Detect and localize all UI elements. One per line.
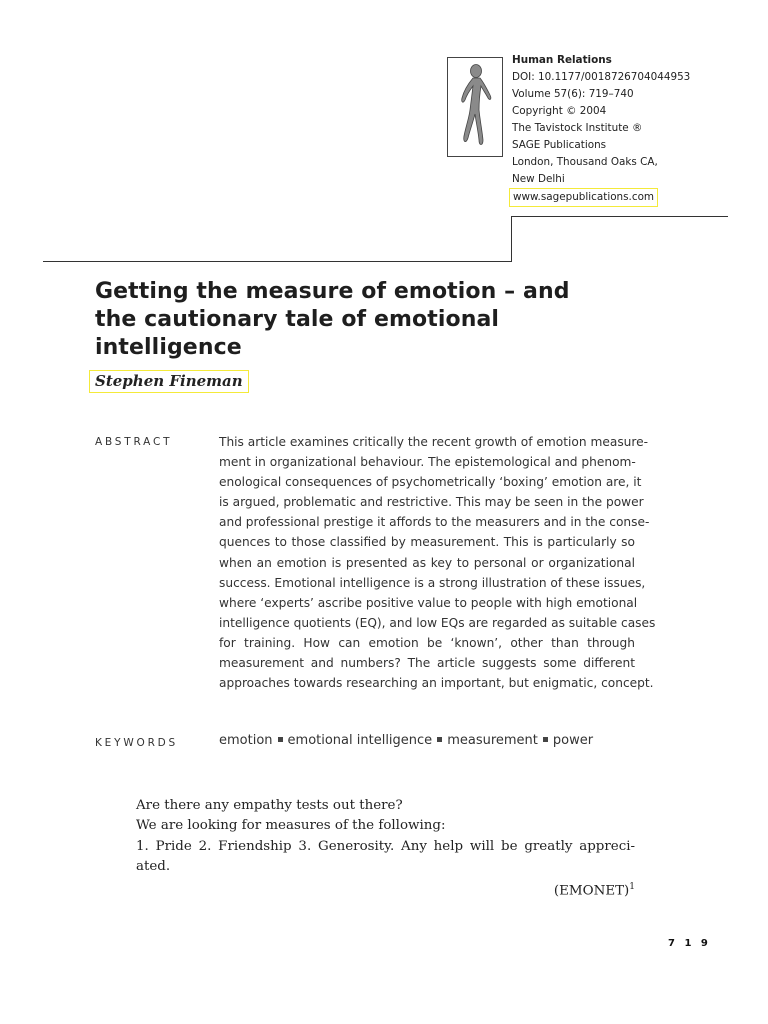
keyword: measurement	[447, 733, 538, 748]
journal-copyright: Copyright © 2004	[512, 105, 607, 117]
abstract-line: success. Emotional intelligence is a strong illustration of these issues,	[219, 575, 646, 590]
abstract-line: for training. How can emotion be ‘known’, other than through	[219, 635, 635, 650]
publisher-url-link[interactable]: www.sagepublications.com	[509, 188, 658, 207]
journal-volume: Volume 57(6): 719–740	[512, 88, 634, 100]
article-title	[95, 278, 655, 362]
epigraph-source-text: (EMONET)	[553, 883, 630, 899]
abstract-line: where ‘experts’ ascribe positive value to people with high emotional	[219, 595, 638, 610]
journal-institute: The Tavistock Institute ®	[512, 122, 643, 134]
journal-name: Human Relations	[512, 54, 612, 66]
abstract-line: measurement and numbers? The article suggests some different	[219, 656, 635, 671]
abstract-line: ment in organizational behaviour. The epistemological and phenom-	[219, 455, 636, 470]
epigraph-source	[136, 877, 635, 902]
page-number: 7 1 9	[668, 938, 711, 949]
footnote-marker[interactable]: 1	[629, 882, 635, 893]
bullet-icon	[278, 737, 283, 742]
journal-location-2: New Delhi	[512, 173, 565, 185]
journal-location-1: London, Thousand Oaks CA,	[512, 156, 658, 168]
title-line: intelligence	[95, 335, 242, 360]
journal-publisher: SAGE Publications	[512, 139, 607, 151]
journal-doi: DOI: 10.1177/0018726704044953	[512, 71, 691, 83]
journal-logo	[447, 57, 503, 157]
author-name[interactable]: Stephen Fineman	[89, 370, 249, 393]
epigraph-line: ated.	[136, 858, 171, 874]
header-rule-right	[511, 216, 728, 217]
epigraph-line: Are there any empathy tests out there?	[136, 798, 403, 813]
keyword: emotion	[219, 733, 273, 748]
abstract-text	[219, 432, 656, 693]
abstract-line: when an emotion is presented as key to personal or organizational	[219, 555, 635, 570]
bullet-icon	[437, 737, 442, 742]
epigraph-line: 1. Pride 2. Friendship 3. Generosity. Any help will be greatly appreci-	[136, 838, 635, 854]
abstract-line: approaches towards researching an important, but enigmatic, concept.	[219, 676, 654, 691]
header-rule-vertical	[511, 216, 512, 262]
header-rule-main	[43, 261, 512, 262]
keyword: power	[552, 733, 594, 748]
abstract-line: enological consequences of psychometrically ‘boxing’ emotion are, it	[219, 475, 642, 490]
title-line: the cautionary tale of emotional	[95, 307, 500, 332]
abstract-line: quences to those classified by measurement. This is particularly so	[219, 535, 635, 550]
journal-info	[512, 52, 722, 207]
title-line: Getting the measure of emotion – and	[95, 279, 570, 304]
abstract-line: is argued, problematic and restrictive. This may be seen in the power	[219, 495, 644, 510]
abstract-label: ABSTRACT	[95, 436, 173, 448]
abstract-line: This article examines critically the recent growth of emotion measure-	[219, 435, 649, 449]
bullet-icon	[543, 737, 548, 742]
abstract-line: and professional prestige it affords to the measurers and in the conse-	[219, 515, 650, 530]
walking-figure-icon	[448, 58, 502, 156]
keyword: emotional intelligence	[287, 733, 433, 748]
keywords-label: KEYWORDS	[95, 737, 179, 749]
epigraph	[136, 796, 635, 902]
keywords-list	[219, 733, 593, 748]
epigraph-line: We are looking for measures of the following:	[136, 818, 446, 834]
abstract-line: intelligence quotients (EQ), and low EQs are regarded as suitable cases	[219, 615, 656, 630]
